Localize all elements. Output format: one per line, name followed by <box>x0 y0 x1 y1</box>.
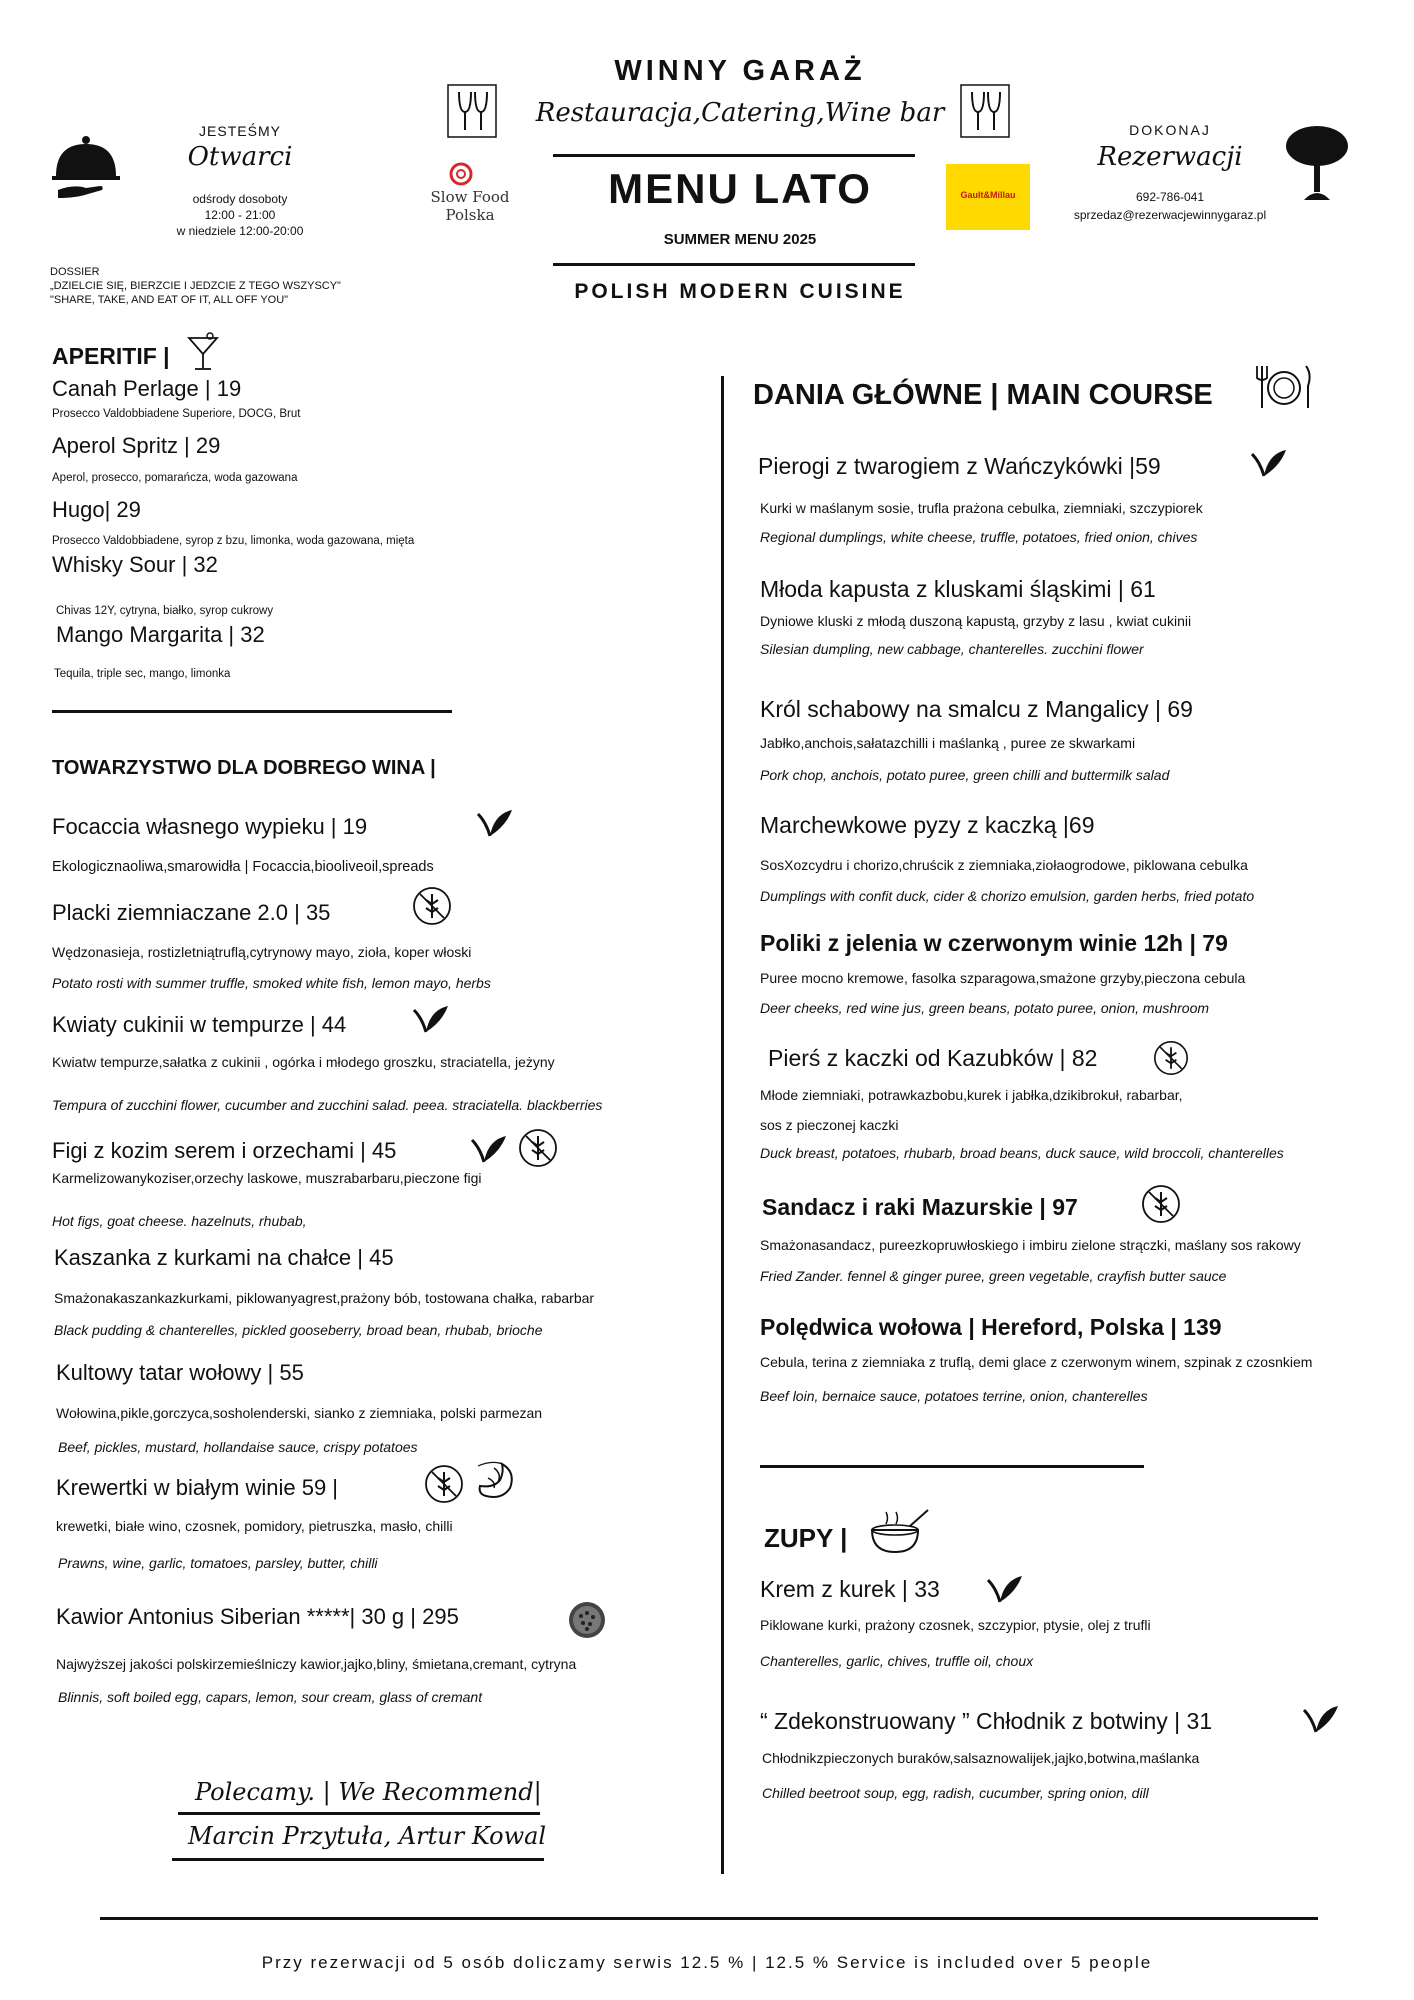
menu-item-name: Whisky Sour | 32 <box>52 552 218 577</box>
menu-item-desc-en: Tempura of zucchini flower, cucumber and zucchini salad. peea. straciatella. blackberries <box>52 1097 603 1113</box>
cocktail-icon <box>186 332 220 372</box>
divider <box>172 1858 544 1861</box>
menu-item-desc-en: Prawns, wine, garlic, tomatoes, parsley, butter, chilli <box>58 1555 378 1571</box>
menu-item-name: Figi z kozim serem i orzechami | 45 <box>52 1138 397 1163</box>
vegetarian-leaf-icon <box>412 1004 450 1034</box>
menu-item-name: Krem z kurek | 33 <box>760 1576 940 1602</box>
brand-subtitle: Restauracja,Catering,Wine bar <box>535 98 945 128</box>
menu-item-desc: Tequila, triple sec, mango, limonka <box>54 668 231 680</box>
divider <box>553 263 915 266</box>
shrimp-icon <box>472 1458 518 1504</box>
hours-line: 12:00 - 21:00 <box>204 208 276 222</box>
reservation-contact <box>1050 188 1290 224</box>
vegetarian-leaf-icon <box>476 808 514 838</box>
menu-subtitle: SUMMER MENU 2025 <box>663 231 817 248</box>
reservation-label: DOKONAJ <box>1129 122 1211 138</box>
vegetarian-leaf-icon <box>1302 1704 1340 1734</box>
gaultmillau-logo <box>946 164 1030 230</box>
gluten-free-icon <box>412 886 452 926</box>
menu-item-desc: Chłodnikzpieczonych buraków,salsaznowalijek,jajko,botwina,maślanka <box>762 1750 1200 1766</box>
gluten-free-icon <box>1153 1040 1189 1076</box>
gaultmillau-text: Gault&Millau <box>960 190 1016 200</box>
menu-item-desc-en: Blinnis, soft boiled egg, capars, lemon, sour cream, glass of cremant <box>58 1689 483 1705</box>
recommend-line: Polecamy. | We Recommend| <box>195 1778 542 1806</box>
menu-item-desc: Ekologicznaoliwa,smarowidła | Focaccia,biooliveoil,spreads <box>52 859 434 875</box>
open-label: JESTEŚMY <box>199 123 281 139</box>
menu-item-name: Kaszanka z kurkami na chałce | 45 <box>54 1245 394 1270</box>
phone-number[interactable]: 692-786-041 <box>1135 190 1205 204</box>
menu-item-name: Marchewkowe pyzy z kaczką |69 <box>760 812 1095 838</box>
section-title-main: DANIA GŁÓWNE | MAIN COURSE <box>753 379 1213 411</box>
cloche-icon <box>50 132 122 202</box>
footer-divider <box>100 1917 1318 1920</box>
menu-item-name: Król schabowy na smalcu z Mangalicy | 69 <box>760 696 1193 722</box>
snail-icon <box>447 162 477 186</box>
menu-item-name: Placki ziemniaczane 2.0 | 35 <box>52 900 331 925</box>
menu-item-name: Kawior Antonius Siberian *****| 30 g | 295 <box>56 1604 459 1629</box>
menu-item-name: Kwiaty cukinii w tempurze | 44 <box>52 1012 347 1037</box>
menu-item-name: Pierogi z twarogiem z Wańczykówki |59 <box>758 453 1161 479</box>
menu-item-desc: Piklowane kurki, prażony czosnek, szczypior, ptysie, olej z trufli <box>760 1617 1151 1633</box>
reservation-script: Rezerwacji <box>1097 142 1243 172</box>
open-script: Otwarci <box>187 142 293 172</box>
menu-item-name: Młoda kapusta z kluskami śląskimi | 61 <box>760 576 1156 602</box>
menu-item-desc: Prosecco Valdobbiadene, syrop z bzu, limonka, woda gazowana, mięta <box>52 535 415 547</box>
slowfood-text: Polska <box>445 206 495 224</box>
menu-item-desc: Chivas 12Y, cytryna, białko, syrop cukrowy <box>56 605 274 617</box>
menu-item-desc: Aperol, prosecco, pomarańcza, woda gazowana <box>52 472 298 484</box>
vegetarian-leaf-icon <box>1250 448 1288 478</box>
menu-item-name: Aperol Spritz | 29 <box>52 433 221 458</box>
email-link[interactable]: sprzedaz@rezerwacjewinnygaraz.pl <box>1073 208 1267 222</box>
caviar-icon <box>567 1600 607 1640</box>
dossier-line: DOSSIER <box>50 266 100 278</box>
section-title-aperitif: APERITIF | <box>52 343 170 369</box>
hours-line: w niedziele 12:00-20:00 <box>176 224 304 238</box>
menu-item-name: Canah Perlage | 19 <box>52 376 242 401</box>
menu-item-desc: Jabłko,anchois,sałatazchilli i maślanką , puree ze skwarkami <box>760 735 1136 751</box>
menu-item-desc: sos z pieczonej kaczki <box>760 1117 899 1133</box>
menu-item-desc-en: Deer cheeks, red wine jus, green beans, potato puree, onion, mushroom <box>760 1000 1210 1016</box>
menu-item-name: Poliki z jelenia w czerwonym winie 12h | 79 <box>760 930 1228 956</box>
menu-item-desc: Kurki w maślanym sosie, trufla prażona cebulka, ziemniaki, szczypiorek <box>760 500 1203 516</box>
menu-item-desc: Karmelizowanykoziser,orzechy laskowe, muszrabarbaru,pieczone figi <box>52 1170 482 1186</box>
soup-bowl-icon <box>866 1506 932 1558</box>
menu-item-desc: Cebula, terina z ziemniaka z truflą, demi glace z czerwonym winem, szpinak z czosnkiem <box>760 1354 1313 1370</box>
brand-name: WINNY GARAŻ <box>614 55 866 87</box>
dossier-line: „DZIELCIE SIĘ, BIERZCIE I JEDZCIE Z TEGO WSZYSCY" <box>50 280 341 292</box>
chefs-signature: Marcin Przytuła, Artur Kowal <box>188 1822 547 1850</box>
divider <box>178 1812 540 1815</box>
plate-cutlery-icon <box>1254 362 1314 412</box>
menu-item-desc-en: Chanterelles, garlic, chives, truffle oil, choux <box>760 1653 1034 1669</box>
menu-item-desc: Wędzonasieja, rostizletniątruflą,cytrynowy mayo, zioła, koper włoski <box>52 944 472 960</box>
menu-item-name: Focaccia własnego wypieku | 19 <box>52 814 368 839</box>
menu-item-desc: Smażonasandacz, pureezkopruwłoskiego i imbiru zielone strączki, maślany sos rakowy <box>760 1237 1301 1253</box>
menu-item-desc-en: Hot figs, goat cheese. hazelnuts, rhubab, <box>52 1213 307 1229</box>
opening-hours <box>140 191 340 239</box>
column-divider <box>721 376 724 1874</box>
menu-item-desc: Dyniowe kluski z młodą duszoną kapustą, grzyby z lasu , kwiat cukinii <box>760 613 1192 629</box>
menu-item-desc-en: Fried Zander. fennel & ginger puree, green vegetable, crayfish butter sauce <box>760 1268 1227 1284</box>
menu-item-desc-en: Duck breast, potatoes, rhubarb, broad beans, duck sauce, wild broccoli, chanterelles <box>760 1145 1284 1161</box>
menu-item-desc-en: Dumplings with confit duck, cider & chorizo emulsion, garden herbs, fried potato <box>760 888 1255 904</box>
menu-item-name: Pierś z kaczki od Kazubków | 82 <box>768 1045 1098 1071</box>
menu-item-name: Polędwica wołowa | Hereford, Polska | 139 <box>760 1314 1222 1340</box>
menu-item-desc: Kwiatw tempurze,sałatka z cukinii , ogórka i młodego groszku, straciatella, jeżyny <box>52 1054 555 1070</box>
menu-item-name: Kultowy tatar wołowy | 55 <box>56 1360 304 1385</box>
menu-item-name: Hugo| 29 <box>52 497 141 522</box>
dossier-line: "SHARE, TAKE, AND EAT OF IT, ALL OFF YOU" <box>50 294 289 306</box>
menu-item-desc-en: Silesian dumpling, new cabbage, chanterelles. zucchini flower <box>760 641 1144 657</box>
menu-item-desc-en: Regional dumplings, white cheese, truffle, potatoes, fried onion, chives <box>760 529 1198 545</box>
menu-item-desc-en: Black pudding & chanterelles, pickled gooseberry, broad bean, rhubab, brioche <box>54 1322 543 1338</box>
gluten-free-icon <box>424 1464 464 1504</box>
slowfood-logo <box>420 188 520 224</box>
menu-item-desc: Wołowina,pikle,gorczyca,sosholenderski, sianko z ziemniaka, polski parmezan <box>56 1405 543 1421</box>
menu-item-desc: Puree mocno kremowe, fasolka szparagowa,smażone grzyby,pieczona cebula <box>760 970 1246 986</box>
tree-icon <box>1284 124 1350 204</box>
menu-item-desc-en: Chilled beetroot soup, egg, radish, cucumber, spring onion, dill <box>762 1785 1149 1801</box>
menu-title: MENU LATO <box>608 165 872 212</box>
divider <box>760 1465 1144 1468</box>
divider <box>553 154 915 157</box>
dossier-note <box>50 265 470 307</box>
menu-item-desc: Młode ziemniaki, potrawkazbobu,kurek i jabłka,dzikibrokuł, rabarbar, <box>760 1087 1183 1103</box>
gluten-free-icon <box>518 1128 558 1168</box>
cuisine-label: POLISH MODERN CUISINE <box>574 280 906 303</box>
wine-glasses-icon <box>960 84 1010 138</box>
menu-item-desc-en: Beef, pickles, mustard, hollandaise sauce, crispy potatoes <box>58 1439 418 1455</box>
slowfood-text: Slow Food <box>430 188 510 206</box>
hours-line: odśrody dosoboty <box>192 192 288 206</box>
menu-item-name: Sandacz i raki Mazurskie | 97 <box>762 1194 1078 1220</box>
service-note: Przy rezerwacji od 5 osób doliczamy serwis 12.5 % | 12.5 % Service is included over 5 people <box>261 1953 1153 1972</box>
menu-item-desc-en: Pork chop, anchois, potato puree, green chilli and buttermilk salad <box>760 767 1170 783</box>
wine-glasses-icon <box>447 84 497 138</box>
menu-item-desc: Smażonakaszankazkurkami, piklowanyagrest,prażony bób, tostowana chałka, rabarbar <box>54 1290 595 1306</box>
menu-item-desc: Prosecco Valdobbiadene Superiore, DOCG, Brut <box>52 408 301 420</box>
section-title-company: TOWARZYSTWO DLA DOBREGO WINA | <box>52 757 436 779</box>
menu-item-desc: Najwyższej jakości polskirzemieślniczy kawior,jajko,bliny, śmietana,cremant, cytryna <box>56 1656 577 1672</box>
gluten-free-icon <box>1141 1184 1181 1224</box>
menu-item-desc: SosXozcydru i chorizo,chruścik z ziemniaka,ziołaogrodowe, piklowana cebulka <box>760 857 1248 873</box>
menu-item-name: Mango Margarita | 32 <box>56 622 265 647</box>
menu-item-name: Krewertki w białym winie 59 | <box>56 1475 339 1500</box>
vegetarian-leaf-icon <box>470 1134 508 1164</box>
menu-item-desc: krewetki, białe wino, czosnek, pomidory, pietruszka, masło, chilli <box>56 1518 453 1534</box>
menu-item-name: “ Zdekonstruowany ” Chłodnik z botwiny | 31 <box>760 1708 1213 1734</box>
menu-item-desc-en: Beef loin, bernaice sauce, potatoes terrine, onion, chanterelles <box>760 1388 1148 1404</box>
vegetarian-leaf-icon <box>986 1574 1024 1604</box>
section-title-soups: ZUPY | <box>764 1523 848 1553</box>
menu-item-desc-en: Potato rosti with summer truffle, smoked white fish, lemon mayo, herbs <box>52 975 491 991</box>
divider <box>52 710 452 713</box>
